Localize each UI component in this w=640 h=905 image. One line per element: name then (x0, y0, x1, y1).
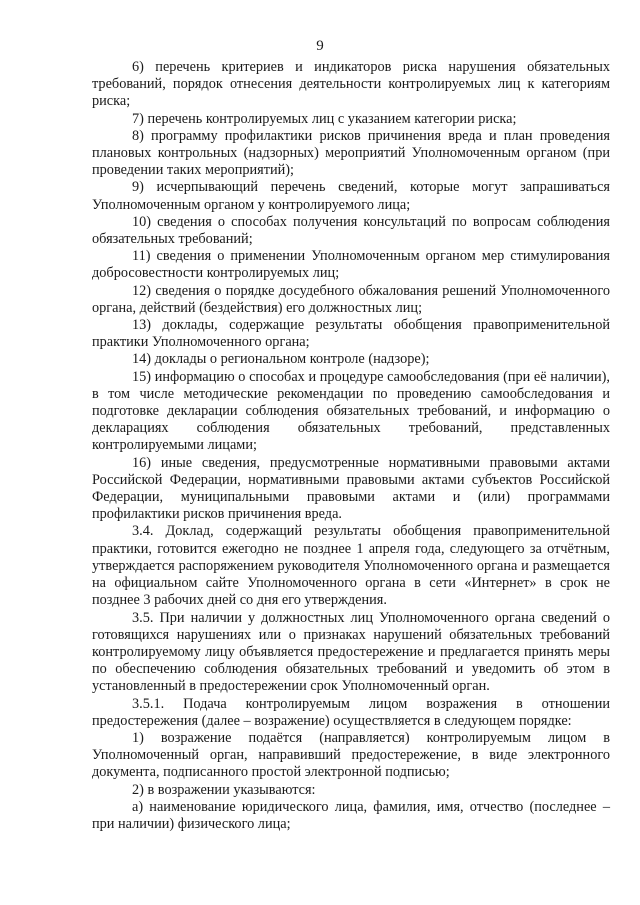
paragraph-section-3-5: 3.5. При наличии у должностных лиц Уполномоченного органа сведений о готовящихся нарушениях или о признаках нарушений обязательных требований контролируемому лицу объявляется предостережение и предлагается принять меры по обеспечению соблюдения обязательных требований и уведомить об этом в установленный в предостережении срок Уполномоченный орган. (92, 609, 610, 695)
paragraph-subitem-1: 1) возражение подаётся (направляется) контролируемым лицом в Уполномоченный орган, направивший предостережение, в виде электронного документа, подписанного простой электронной подписью; (92, 729, 610, 781)
paragraph-item-8: 8) программу профилактики рисков причинения вреда и план проведения плановых контрольных (надзорных) мероприятий Уполномоченным органом (при проведении таких мероприятий); (92, 127, 610, 179)
paragraph-section-3-5-1: 3.5.1. Подача контролируемым лицом возражения в отношении предостережения (далее – возражение) осуществляется в следующем порядке: (92, 695, 610, 729)
paragraph-item-16: 16) иные сведения, предусмотренные нормативными правовыми актами Российской Федерации, нормативными правовыми актами субъектов Российской Федерации, муниципальными правовыми актами и (или) программами профилактики рисков причинения вреда. (92, 454, 610, 523)
document-body (92, 59, 610, 833)
paragraph-item-13: 13) доклады, содержащие результаты обобщения правоприменительной практики Уполномоченного органа; (92, 317, 610, 351)
paragraph-item-14: 14) доклады о региональном контроле (надзоре); (132, 351, 430, 368)
paragraph-item-9: 9) исчерпывающий перечень сведений, которые могут запрашиваться Уполномоченным органом у контролируемого лица; (92, 179, 610, 213)
paragraph-section-3-4: 3.4. Доклад, содержащий результаты обобщения правоприменительной практики, готовится ежегодно не позднее 1 апреля года, следующего за отчётным, утверждается распоряжением руководителя Уполномоченного органа и размещается на официальном сайте Уполномоченного органа в сети «Интернет» в срок не позднее 3 рабочих дней со дня его утверждения. (92, 523, 610, 609)
paragraph-item-15: 15) информацию о способах и процедуре самообследования (при её наличии), в том числе методические рекомендации по проведению самообследования и подготовке декларации соблюдения обязательных требований, и информацию о декларациях соблюдения обязательных требований, представленных контролируемыми лицами; (92, 368, 610, 454)
page-number: 9 (316, 38, 324, 54)
paragraph-subitem-a: а) наименование юридического лица, фамилия, имя, отчество (последнее – при наличии) физического лица; (92, 798, 610, 832)
paragraph-item-11: 11) сведения о применении Уполномоченным органом мер стимулирования добросовестности контролируемых лиц; (92, 248, 610, 282)
paragraph-item-6: 6) перечень критериев и индикаторов риска нарушения обязательных требований, порядок отнесения деятельности контролируемых лиц к категориям риска; (92, 59, 610, 110)
paragraph-item-12: 12) сведения о порядке досудебного обжалования решений Уполномоченного органа, действий (бездействия) его должностных лиц; (92, 282, 610, 316)
paragraph-item-10: 10) сведения о способах получения консультаций по вопросам соблюдения обязательных требований; (92, 213, 610, 248)
paragraph-item-7: 7) перечень контролируемых лиц с указанием категории риска; (132, 110, 517, 127)
paragraph-subitem-2: 2) в возражении указываются: (132, 781, 316, 798)
